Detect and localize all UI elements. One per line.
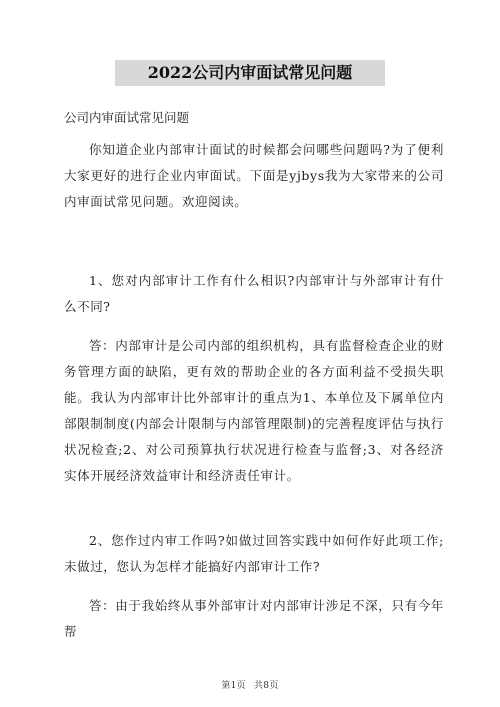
paragraph-intro: 你知道企业内部审计面试的时候都会问哪些问题吗?为了便利大家更好的进行企业内审面试。下面是yjbys我为大家带来的公司内审面试常见问题。欢迎阅读。 xyxy=(64,142,444,209)
page-footer xyxy=(0,680,500,692)
paragraph-question-2: 2、您作过内审工作吗?如做过回答实践中如何作好此项工作;未做过，您认为怎样才能搞好内部审计工作? xyxy=(64,533,444,574)
page-total: 共8页 xyxy=(254,681,279,691)
document-title: 2022公司内审面试常见问题 xyxy=(147,63,353,82)
page-number: 第1页 xyxy=(221,681,246,691)
paragraph-question-1: 1、您对内部审计工作有什么相识?内部审计与外部审计有什么不同? xyxy=(64,273,444,314)
document-subheading: 公司内审面试常见问题 xyxy=(64,110,190,125)
paragraph-answer-1: 答：内部审计是公司内部的组织机构，具有监督检查企业的财务管理方面的缺陷，更有效的帮助企业的各方面利益不受损失职能。我认为内部审计比外部审计的重点为1、本单位及下属单位内部限制制度(内部会计限制与内部管理限制)的完善程度评估与执行状况检查;2、对公司预算执行状况进行检查与监督;3、对各经济实体开展经济效益审计和经济责任审计。 xyxy=(64,338,444,483)
paragraph-answer-2: 答：由于我始终从事外部审计对内部审计涉足不深，只有今年帮 xyxy=(64,598,444,639)
